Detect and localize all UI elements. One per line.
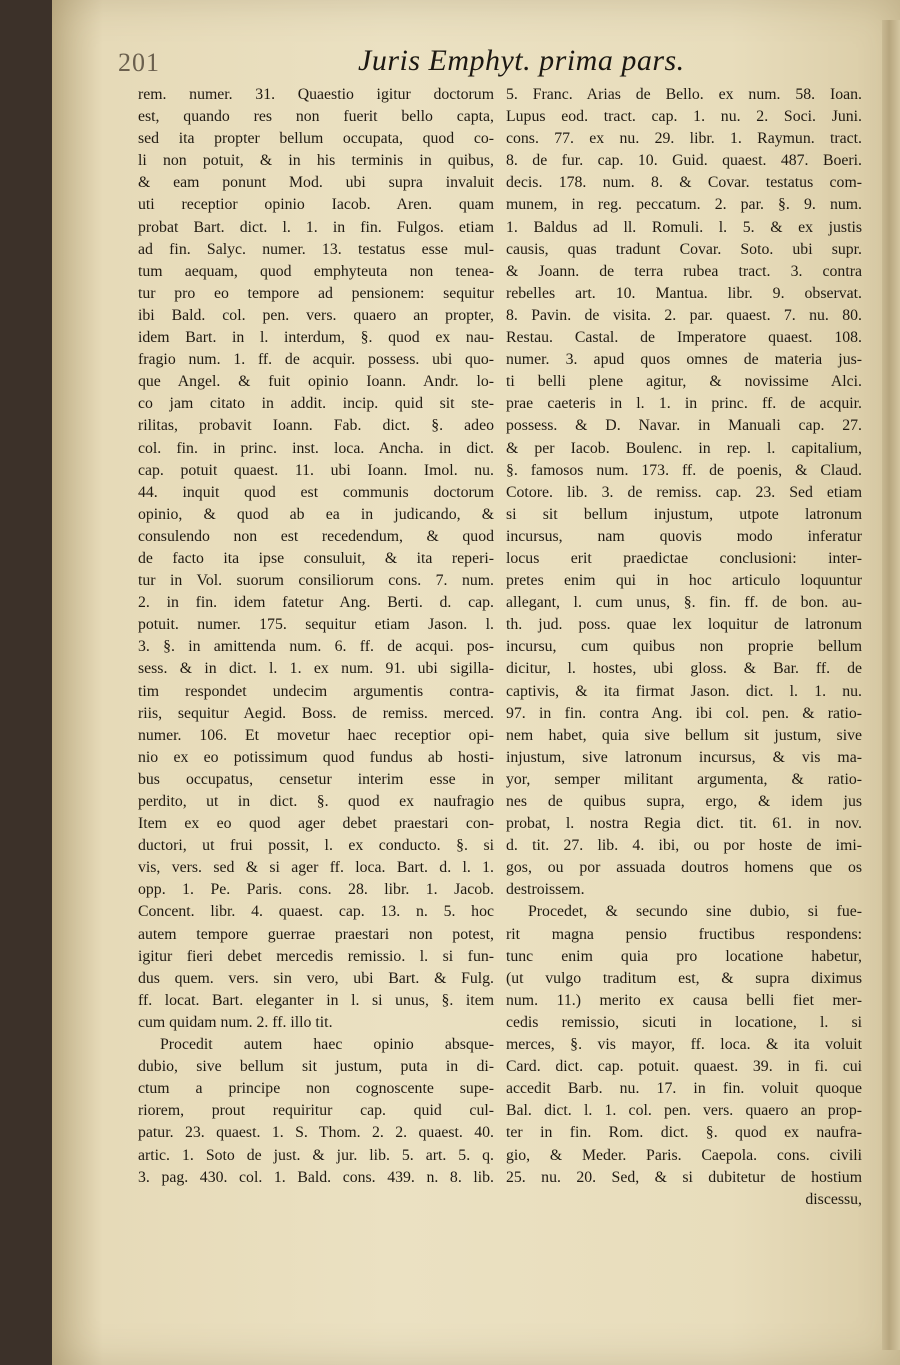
text-line: fragio num. 1. ff. de acquir. possess. ubi quo- <box>138 351 494 369</box>
text-line: ibi Bald. col. pen. vers. quaero an propter, <box>138 306 494 324</box>
text-line: incursu, cum quibus non proprie bellum <box>506 638 862 656</box>
text-line: rit magna pensio fructibus respondens: <box>506 925 862 943</box>
text-line: Item ex eo quod ager debet praestari con- <box>138 815 494 833</box>
text-line: prae caeteris in l. 1. in princ. ff. de acquir. <box>506 395 862 413</box>
text-line: 8. de fur. cap. 10. Guid. quaest. 487. Boeri. <box>506 152 862 170</box>
left-text-column <box>138 84 494 1189</box>
text-line: tur pro eo tempore ad pensionem: sequitur <box>138 284 494 302</box>
text-line: col. fin. in princ. inst. loca. Ancha. in dict. <box>138 439 494 457</box>
text-line: cap. potuit quaest. 11. ubi Ioann. Imol. nu. <box>138 461 494 479</box>
text-line: gos, ou por assuada doutros homens que os <box>506 859 862 877</box>
text-line: 3. §. in amittenda num. 6. ff. de acqui. pos- <box>138 638 494 656</box>
text-line: & Joann. de terra rubea tract. 3. contra <box>506 262 862 280</box>
text-line: Bal. dict. l. 1. col. pen. vers. quaero an prop- <box>506 1102 862 1120</box>
text-line: ductori, ut frui possit, l. ex conducto. §. si <box>138 837 494 855</box>
text-line: captivis, & ita firmat Jason. dict. l. 1. nu. <box>506 682 862 700</box>
text-line: & per Iacob. Boulenc. in rep. l. capitalium, <box>506 439 862 457</box>
text-line: locus erit praedictae conclusioni: inter- <box>506 549 862 567</box>
text-line: Lupus eod. tract. cap. 1. nu. 2. Soci. Juni. <box>506 108 862 126</box>
text-line: th. jud. poss. quae lex loquitur de latronum <box>506 616 862 634</box>
text-line: decis. 178. num. 8. & Covar. testatus com- <box>506 174 862 192</box>
text-line: numer. 106. Et movetur haec receptior opi- <box>138 726 494 744</box>
text-line: pretes enim qui in hoc articulo loquuntur <box>506 572 862 590</box>
text-line: de facto ita ipse consuluit, & ita reperi- <box>138 549 494 567</box>
text-line: ctum a principe non cognoscente supe- <box>138 1080 494 1098</box>
text-line: d. tit. 27. lib. 4. ibi, ou por hoste de imi- <box>506 837 862 855</box>
text-line: injustum, sive latronum incursus, & vis ma- <box>506 748 862 766</box>
text-line: ti belli plene agitur, & novissime Alci. <box>506 373 862 391</box>
text-line: possess. & D. Navar. in Manuali cap. 27. <box>506 417 862 435</box>
text-line: igitur fieri debet mercedis remissio. l. si fun- <box>138 947 494 965</box>
text-line: opp. 1. Pe. Paris. cons. 28. libr. 1. Jacob. <box>138 881 494 899</box>
text-line: tunc enim quia pro locatione habetur, <box>506 947 862 965</box>
text-line: si sit bellum injustum, utpote latronum <box>506 505 862 523</box>
text-line: riorem, prout requiritur cap. quid cul- <box>138 1102 494 1120</box>
text-line: opinio, & quod ab ea in judicando, & <box>138 505 494 523</box>
text-line: bus occupatus, censetur interim esse in <box>138 770 494 788</box>
text-line: probat, l. nostra Regia dict. tit. 61. in nov. <box>506 815 862 833</box>
text-line: perdito, ut in dict. §. quod ex naufragio <box>138 793 494 810</box>
text-line: li non potuit, & in his terminis in quibus, <box>138 152 494 170</box>
text-line: ad fin. Salyc. numer. 13. testatus esse mul- <box>138 240 494 258</box>
text-line: accedit Barb. nu. 17. in fin. voluit quoque <box>506 1080 862 1098</box>
text-line: patur. 23. quaest. 1. S. Thom. 2. 2. quaest. 40. <box>138 1124 494 1142</box>
text-line: tur in Vol. suorum consiliorum cons. 7. num. <box>138 572 494 590</box>
text-line: probat Bart. dict. l. 1. in fin. Fulgos. etiam <box>138 218 494 236</box>
text-line: vis, vers. sed & si ager ff. loca. Bart. d. l. 1. <box>138 859 494 877</box>
text-line: ter in fin. Rom. dict. §. quod ex naufra- <box>506 1124 862 1142</box>
text-line: destroissem. <box>506 881 585 899</box>
text-line: Procedit autem haec opinio absque- <box>160 1036 494 1054</box>
text-line: & eam ponunt Mod. ubi supra invaluit <box>138 174 494 192</box>
text-line: causis, quas tradunt Covar. Soto. ubi supr. <box>506 240 862 258</box>
text-line: allegant, l. cum unus, §. fin. ff. de bon. au- <box>506 594 862 612</box>
text-line: 25. nu. 20. Sed, & si dubitetur de hostium <box>506 1168 862 1186</box>
text-line: potuit. numer. 175. sequitur etiam Jason. l. <box>138 616 494 634</box>
text-line: autem tempore guerrae praestari non potest, <box>138 925 494 943</box>
right-text-column <box>506 84 862 1211</box>
text-line: sess. & in dict. l. 1. ex num. 91. ubi sigilla- <box>138 660 494 678</box>
text-line: Procedet, & secundo sine dubio, si fue- <box>528 903 862 921</box>
text-line: rilitas, probavit Ioann. Fab. dict. §. adeo <box>138 417 494 435</box>
text-line: ff. locat. Bart. eleganter in l. si unus, §. item <box>138 991 494 1009</box>
text-line: co jam citato in addit. incip. quid sit ste- <box>138 395 494 413</box>
text-line: sed ita propter bellum occupata, quod co- <box>138 130 494 148</box>
text-line: Card. dict. cap. potuit. quaest. 39. in fi. cui <box>506 1058 862 1076</box>
text-line: num. 11.) merito ex causa belli fiet mer- <box>506 991 862 1009</box>
text-line: numer. 3. apud quos omnes de materia jus- <box>506 351 862 369</box>
text-line: 97. in fin. contra Ang. ibi col. pen. & ratio- <box>506 704 862 722</box>
text-line: consulendo non est recedendum, & quod <box>138 527 494 545</box>
text-line: dicitur, l. hostes, ubi gloss. & Bar. ff. de <box>506 660 862 678</box>
text-line: cum quidam num. 2. ff. illo tit. <box>138 1013 333 1031</box>
text-line: nes de quibus supra, ergo, & idem jus <box>506 793 862 810</box>
text-line: est, quando res non fuerit bello capta, <box>138 108 494 126</box>
text-line: artic. 1. Soto de just. & jur. lib. 5. art. 5. q. <box>138 1146 494 1164</box>
text-line: §. famosos num. 173. ff. de poenis, & Claud. <box>506 461 862 479</box>
text-line: nem habet, quia sive bellum sit justum, sive <box>506 726 862 744</box>
text-line: tum aequam, quod emphyteuta non tenea- <box>138 262 494 280</box>
text-line: discessu, <box>805 1190 862 1208</box>
text-line: incursus, nam quovis modo inferatur <box>506 527 862 545</box>
text-line: cons. 77. ex nu. 29. libr. 1. Raymun. tract. <box>506 130 862 148</box>
text-line: dubio, sive bellum sit justum, puta in di- <box>138 1058 494 1076</box>
text-line: Concent. libr. 4. quaest. cap. 13. n. 5. hoc <box>138 903 494 921</box>
page-header <box>118 44 878 84</box>
running-title: Juris Emphyt. prima pars. <box>358 44 685 77</box>
text-line: uti receptior opinio Iacob. Aren. quam <box>138 196 494 214</box>
text-line: 5. Franc. Arias de Bello. ex num. 58. Ioan. <box>506 86 862 103</box>
text-line: riis, sequitur Aegid. Boss. de remiss. merced. <box>138 704 494 722</box>
text-line: cedis remissio, sicuti in locatione, l. si <box>506 1013 862 1031</box>
text-line: munem, in reg. peccatum. 2. par. §. 9. num. <box>506 196 862 214</box>
page-edge <box>882 20 900 1350</box>
text-line: 8. Pavin. de visita. 2. par. quaest. 7. nu. 80. <box>506 306 862 324</box>
text-line: idem Bart. in l. interdum, §. quod ex nau- <box>138 329 494 347</box>
page-number: 201 <box>118 48 160 77</box>
text-line: que Angel. & fuit opinio Ioann. Andr. lo- <box>138 373 494 391</box>
text-line: (ut vulgo traditum est, & supra diximus <box>506 969 862 987</box>
text-line: nio ex eo potissimum quod fundus ab hosti- <box>138 748 494 766</box>
text-line: 44. inquit quod est communis doctorum <box>138 483 494 501</box>
text-line: Cotore. lib. 3. de remiss. cap. 23. Sed etiam <box>506 483 862 501</box>
text-line: Restau. Castal. de Imperatore quaest. 108. <box>506 329 862 347</box>
text-line: dus quem. vers. sin vero, ubi Bart. & Fulg. <box>138 969 494 987</box>
text-line: 2. in fin. idem fatetur Ang. Berti. d. cap. <box>138 594 494 612</box>
text-line: rem. numer. 31. Quaestio igitur doctorum <box>138 86 494 103</box>
text-line: rebelles art. 10. Mantua. libr. 9. observat. <box>506 284 862 302</box>
text-line: tim respondet undecim argumentis contra- <box>138 682 494 700</box>
text-line: 3. pag. 430. col. 1. Bald. cons. 439. n. 8. lib. <box>138 1168 494 1186</box>
text-line: merces, §. vis mayor, ff. loca. & ita voluit <box>506 1036 862 1054</box>
text-line: 1. Baldus ad ll. Romuli. l. 5. & ex justis <box>506 218 862 236</box>
text-line: gio, & Meder. Paris. Caepola. cons. civili <box>506 1146 862 1164</box>
text-line: yor, semper militant argumenta, & ratio- <box>506 770 862 788</box>
